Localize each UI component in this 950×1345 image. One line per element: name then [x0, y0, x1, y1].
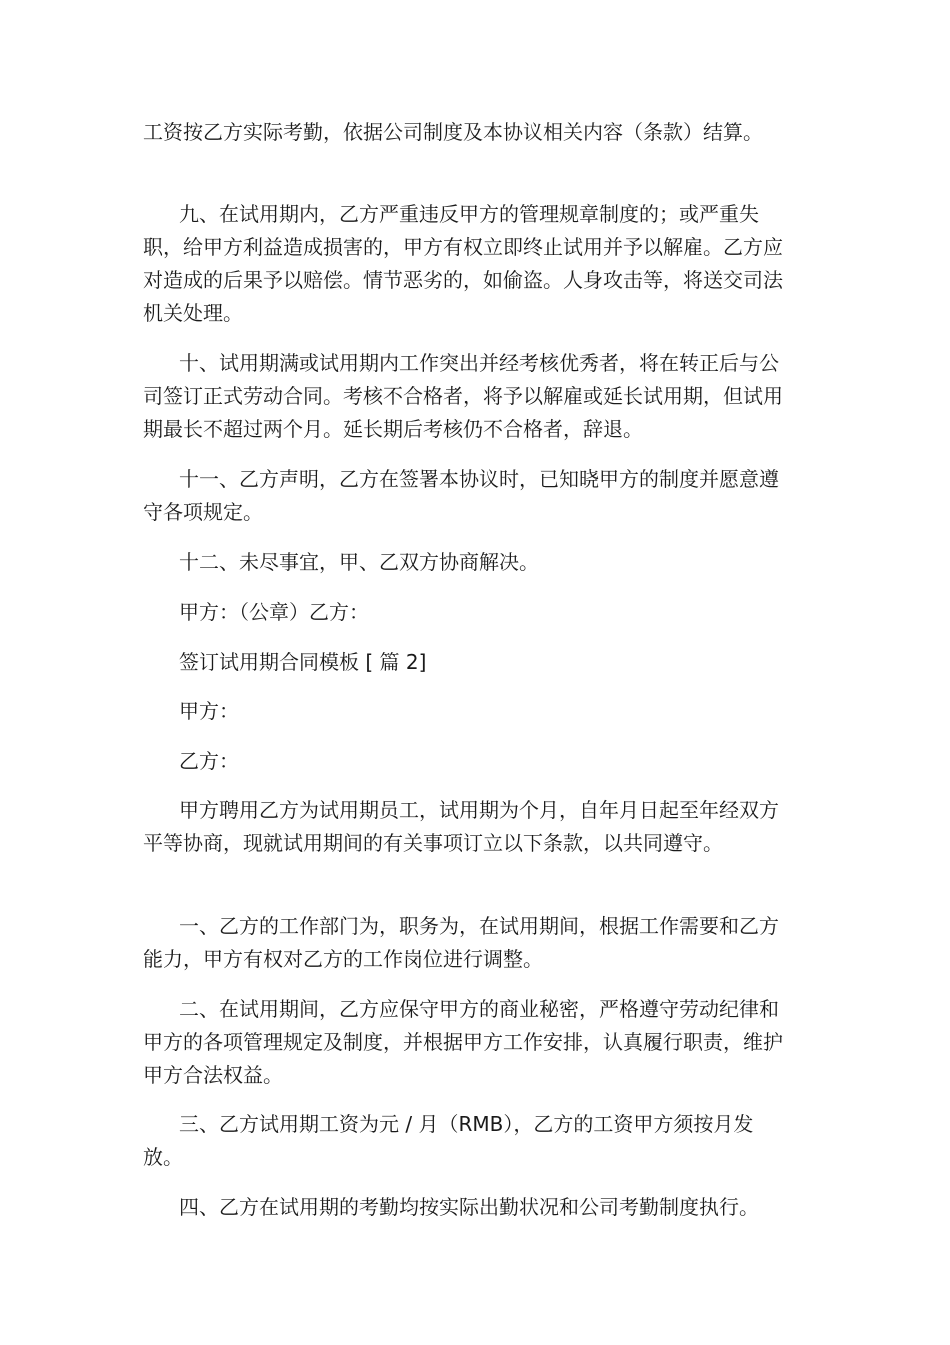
paragraph-clause-1: 一、乙方的工作部门为，职务为，在试用期间，根据工作需要和乙方能力，甲方有权对乙方的工作岗位进行调整。: [143, 914, 779, 971]
paragraph-clause-11: 十一、乙方声明，乙方在签署本协议时，已知晓甲方的制度并愿意遵守各项规定。: [143, 467, 779, 524]
party-b-line: 乙方：: [179, 749, 239, 773]
section-title: 签订试用期合同模板 [ 篇 2]: [179, 650, 427, 674]
paragraph-signature-line: 甲方：（公章）乙方：: [179, 600, 369, 624]
paragraph-clause-9: 九、在试用期内，乙方严重违反甲方的管理规章制度的；或严重失职，给甲方利益造成损害的，甲方有权立即终止试用并予以解雇。乙方应对造成的后果予以赔偿。情节恶劣的，如偷盗。人身攻击等，将送交司法机关处理。: [143, 202, 783, 325]
paragraph-salary-settlement: 工资按乙方实际考勤，依据公司制度及本协议相关内容（条款）结算。: [143, 120, 763, 144]
paragraph-clause-2: 二、在试用期间，乙方应保守甲方的商业秘密，严格遵守劳动纪律和甲方的各项管理规定及制度，并根据甲方工作安排，认真履行职责，维护甲方合法权益。: [143, 997, 783, 1087]
party-a-line: 甲方：: [179, 699, 239, 723]
paragraph-clause-10: 十、试用期满或试用期内工作突出并经考核优秀者，将在转正后与公司签订正式劳动合同。考核不合格者，将予以解雇或延长试用期，但试用期最长不超过两个月。延长期后考核仍不合格者，辞退。: [143, 351, 783, 441]
paragraph-intro: 甲方聘用乙方为试用期员工，试用期为个月，自年月日起至年经双方平等协商，现就试用期间的有关事项订立以下条款，以共同遵守。: [143, 798, 779, 855]
paragraph-clause-4: 四、乙方在试用期的考勤均按实际出勤状况和公司考勤制度执行。: [179, 1195, 759, 1219]
paragraph-clause-3: 三、乙方试用期工资为元 / 月（RMB），乙方的工资甲方须按月发放。: [143, 1112, 754, 1169]
paragraph-clause-12: 十二、未尽事宜，甲、乙双方协商解决。: [179, 550, 539, 574]
